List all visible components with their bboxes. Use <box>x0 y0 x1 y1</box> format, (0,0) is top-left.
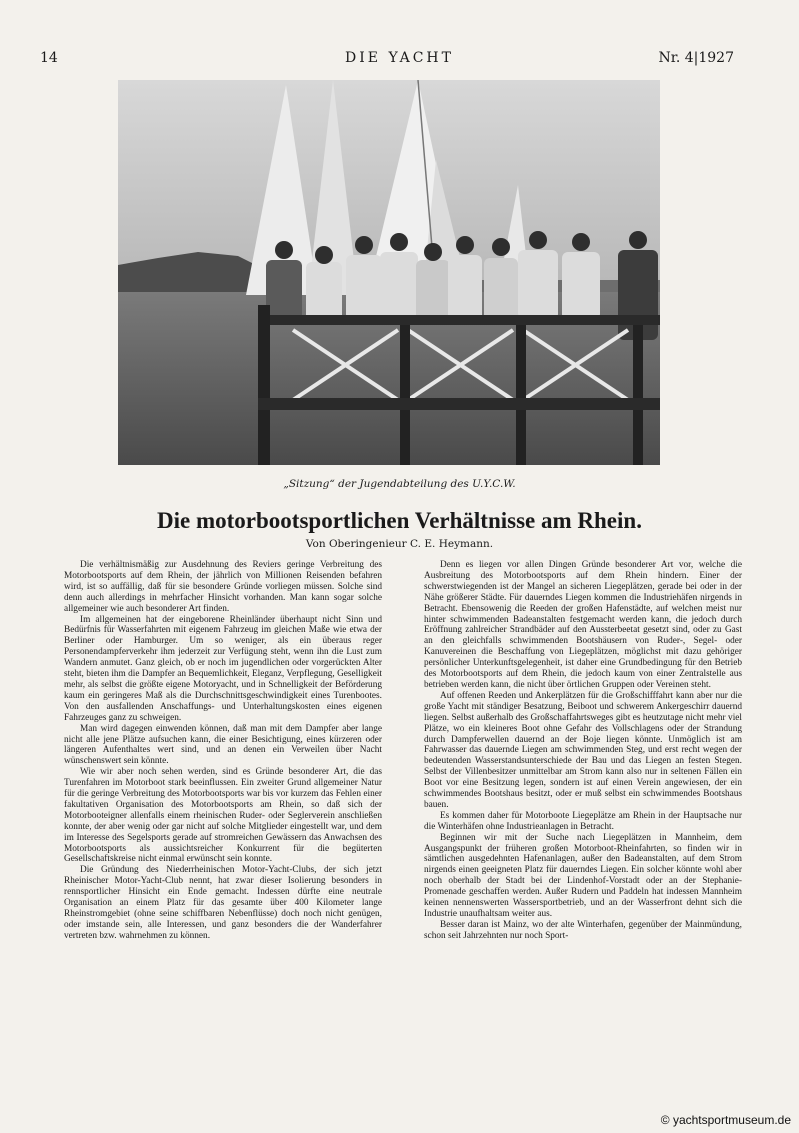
page-number: 14 <box>40 50 58 66</box>
paragraph: Beginnen wir mit der Suche nach Liegeplätzen in Mannheim, dem Ausgangspunkt der früheren großen Motorboot-Rheinfahrten, so finden wir in sämtlichen ausgedehnten Hafenanlagen, außer den Badeanstalten, auf dem Strom nirgends einen geeigneten Platz für dauerndes Liegen. Ein solcher könnte wohl aber noch oberhalb der Stadt bei der Lindenhof-Vorstadt oder an der Stephanie-Promenade geschaffen werden. Außer Rudern und Paddeln hat indessen Mannheim keinen nennenswerten Wassersportbetrieb, und an der Wasserfront dehnt sich die Industrie unaufhaltsam weiter aus. <box>424 832 742 919</box>
photo-illustration <box>118 80 660 465</box>
paragraph: Auf offenen Reeden und Ankerplätzen für die Großschifffahrt kann aber nur die große Yacht mit ständiger Besatzung, Beiboot und schwerem Ankergeschirr dauernd liegen. Selbst außerhalb des Großschaffahrtsweges gibt es heutzutage nicht mehr viel Plätze, wo ein kleineres Boot ohne Gefahr des Vollschlagens oder der Strandung durch Dampferwellen dauernd an der Boje liegen könnte. Unmöglich ist am Fahrwasser das dauernde Liegen am schwimmenden Steg, und erst recht wegen der bedeutenden Wasserstandsunterschiede der Bau und das Liegen an festen Stegen. Selbst der Villenbesitzer unmittelbar am Strom kann also nur in seltenen Fällen ein Boot vor eine Besitzung legen, sondern ist auf einen Verein angewiesen, der ein schwimmendes Bootshaus besitzt, oder er muß selbst ein schwimmendes Bootshaus bauen. <box>424 690 742 810</box>
paragraph: Im allgemeinen hat der eingeborene Rheinländer überhaupt nicht Sinn und Bedürfnis für Wasserfahrten mit eigenem Fahrzeug im gleichen Maße wie etwa der Berliner oder Hamburger. Um so weniger, als ein überaus reger Personendampferverkehr ihm jederzeit zur Verfügung steht, wenn ihn die Lust zum Wandern anmutet. Ganz gleich, ob er noch im jugendlichen oder vorgerückten Alter steht, bieten ihm die Dampfer an Bequemlichkeit, Eleganz, Verpflegung, Geselligkeit mehr, als selbst die größte eigene Motoryacht, und in Schnelligkeit der Beförderung kaum ein geringeres Maß als die Durchschnittsgeschwindigkeit eines Turenbootes. Von den ausfallenden Anschaffungs- und Unterhaltungskosten eines eigenen Fahrzeuges ganz zu schweigen. <box>64 614 382 723</box>
magazine-title: DIE YACHT <box>345 50 454 66</box>
watermark: © yachtsportmuseum.de <box>660 1113 791 1127</box>
photo-sailors-on-pier <box>118 80 660 465</box>
page-header <box>0 50 799 70</box>
issue-number: Nr. 4|1927 <box>658 50 734 66</box>
paragraph: Wie wir aber noch sehen werden, sind es Gründe besonderer Art, die das Turenfahren im Motorboot stark beeinflussen. Ein zweiter Grund allgemeiner Natur für die geringe Verbreitung des Motorbootsports war bis vor kurzem das Fehlen einer fakultativen Organisation des Motorbootsports am Rhein, so daß sich der Motorbooteigner allenfalls einem rheinischen Ruder- oder Seglerverein anschließen konnte, der aber wenig oder gar nicht auf solche Mitglieder eingestellt war, und dem im Interesse des Segelsports gerade auf stromreichen Gewässern das Anwachsen des Motorbootsports als aussichtsreicher Konkurrent für die begüterten Gesellschaftskreise nicht einmal erwünscht sein konnte. <box>64 767 382 865</box>
paragraph: Die Gründung des Niederrheinischen Motor-Yacht-Clubs, der sich jetzt Rheinischer Motor-Yacht-Club nennt, hat zwar dieser Isolierung besonders in rennsportlicher Hinsicht ein Ende gemacht. Indessen dürfte eine neutrale Organisation an einem Platz für das gesamte über 400 Kilometer lange Rheinstromgebiet (ohne seine schiffbaren Nebenflüsse) doch noch nicht genügen, oder imstande sein, alle Interessen, und ganz besonders die der Wanderfahrer vertreten bzw. wahrnehmen zu können. <box>64 865 382 941</box>
paragraph: Es kommen daher für Motorboote Liegeplätze am Rhein in der Hauptsache nur die Winterhäfen ohne Industrieanlagen in Betracht. <box>424 810 742 832</box>
paragraph: Denn es liegen vor allen Dingen Gründe besonderer Art vor, welche die Ausbreitung des Motorbootsports auf dem Rhein hindern. Einer der schwerstwiegenden ist der Mangel an sicheren Liegeplätzen, gerade bei oder in der Nähe größerer Städte. Für dauerndes Liegen kommen die Industriehäfen nirgends in Betracht. Ebensowenig die Reeden der großen Hafenstädte, auf welchen meist nur hinter schwimmenden Badeanstalten festgemacht werden kann, die jedoch durch Eröffnung zahlreicher Strandbäder auf den Aussterbeetat gesetzt sind, oder zu Gast an den gleichfalls schwimmenden Bootshäusern von Ruder-, Segel- oder Kanuvereinen die Beschaffung von Liegeplätzen, möglichst mit dazu gehöriger persönlicher Unterkunftsgelegenheit, ist daher eine Grundbedingung für den Betrieb des Motorbootsports auf dem Rhein, die jedoch kaum von einer Zentralstelle aus betrieben werden kann, die nicht über örtlichen Gruppen oder Vereinen steht. <box>424 560 742 690</box>
paragraph: Besser daran ist Mainz, wo der alte Winterhafen, gegenüber der Mainmündung, schon seit Jahrzehnten nur noch Sport- <box>424 919 742 941</box>
article-title: Die motorbootsportlichen Verhältnisse am Rhein. <box>157 508 642 533</box>
article-column-right <box>424 560 742 942</box>
paragraph: Man wird dagegen einwenden können, daß man mit dem Dampfer aber lange nicht alle jene Plätze aufsuchen kann, die einer Besichtigung, eines kürzeren oder längeren Aufenthaltes wert sind, und an denen ein Verweilen über Nacht wünschenswert sein könnte. <box>64 723 382 767</box>
article-column-left <box>64 560 382 942</box>
photo-caption: „Sitzung“ der Jugendabteilung des U.Y.C.W. <box>283 478 516 490</box>
pier-deck <box>258 315 660 325</box>
article-byline: Von Oberingenieur C. E. Heymann. <box>305 538 494 550</box>
paragraph: Die verhältnismäßig zur Ausdehnung des Reviers geringe Verbreitung des Motorbootsports auf dem Rhein, der jährlich von Millionen Reisenden befahren wird, ist so auffällig, daß für sie besondere Gründe vorliegen müssen. Solche sind denn auch allerdings in mehrfacher Hinsicht vorhanden. Man kann sogar solche allgemeiner wie auch besonderer Art finden. <box>64 560 382 614</box>
